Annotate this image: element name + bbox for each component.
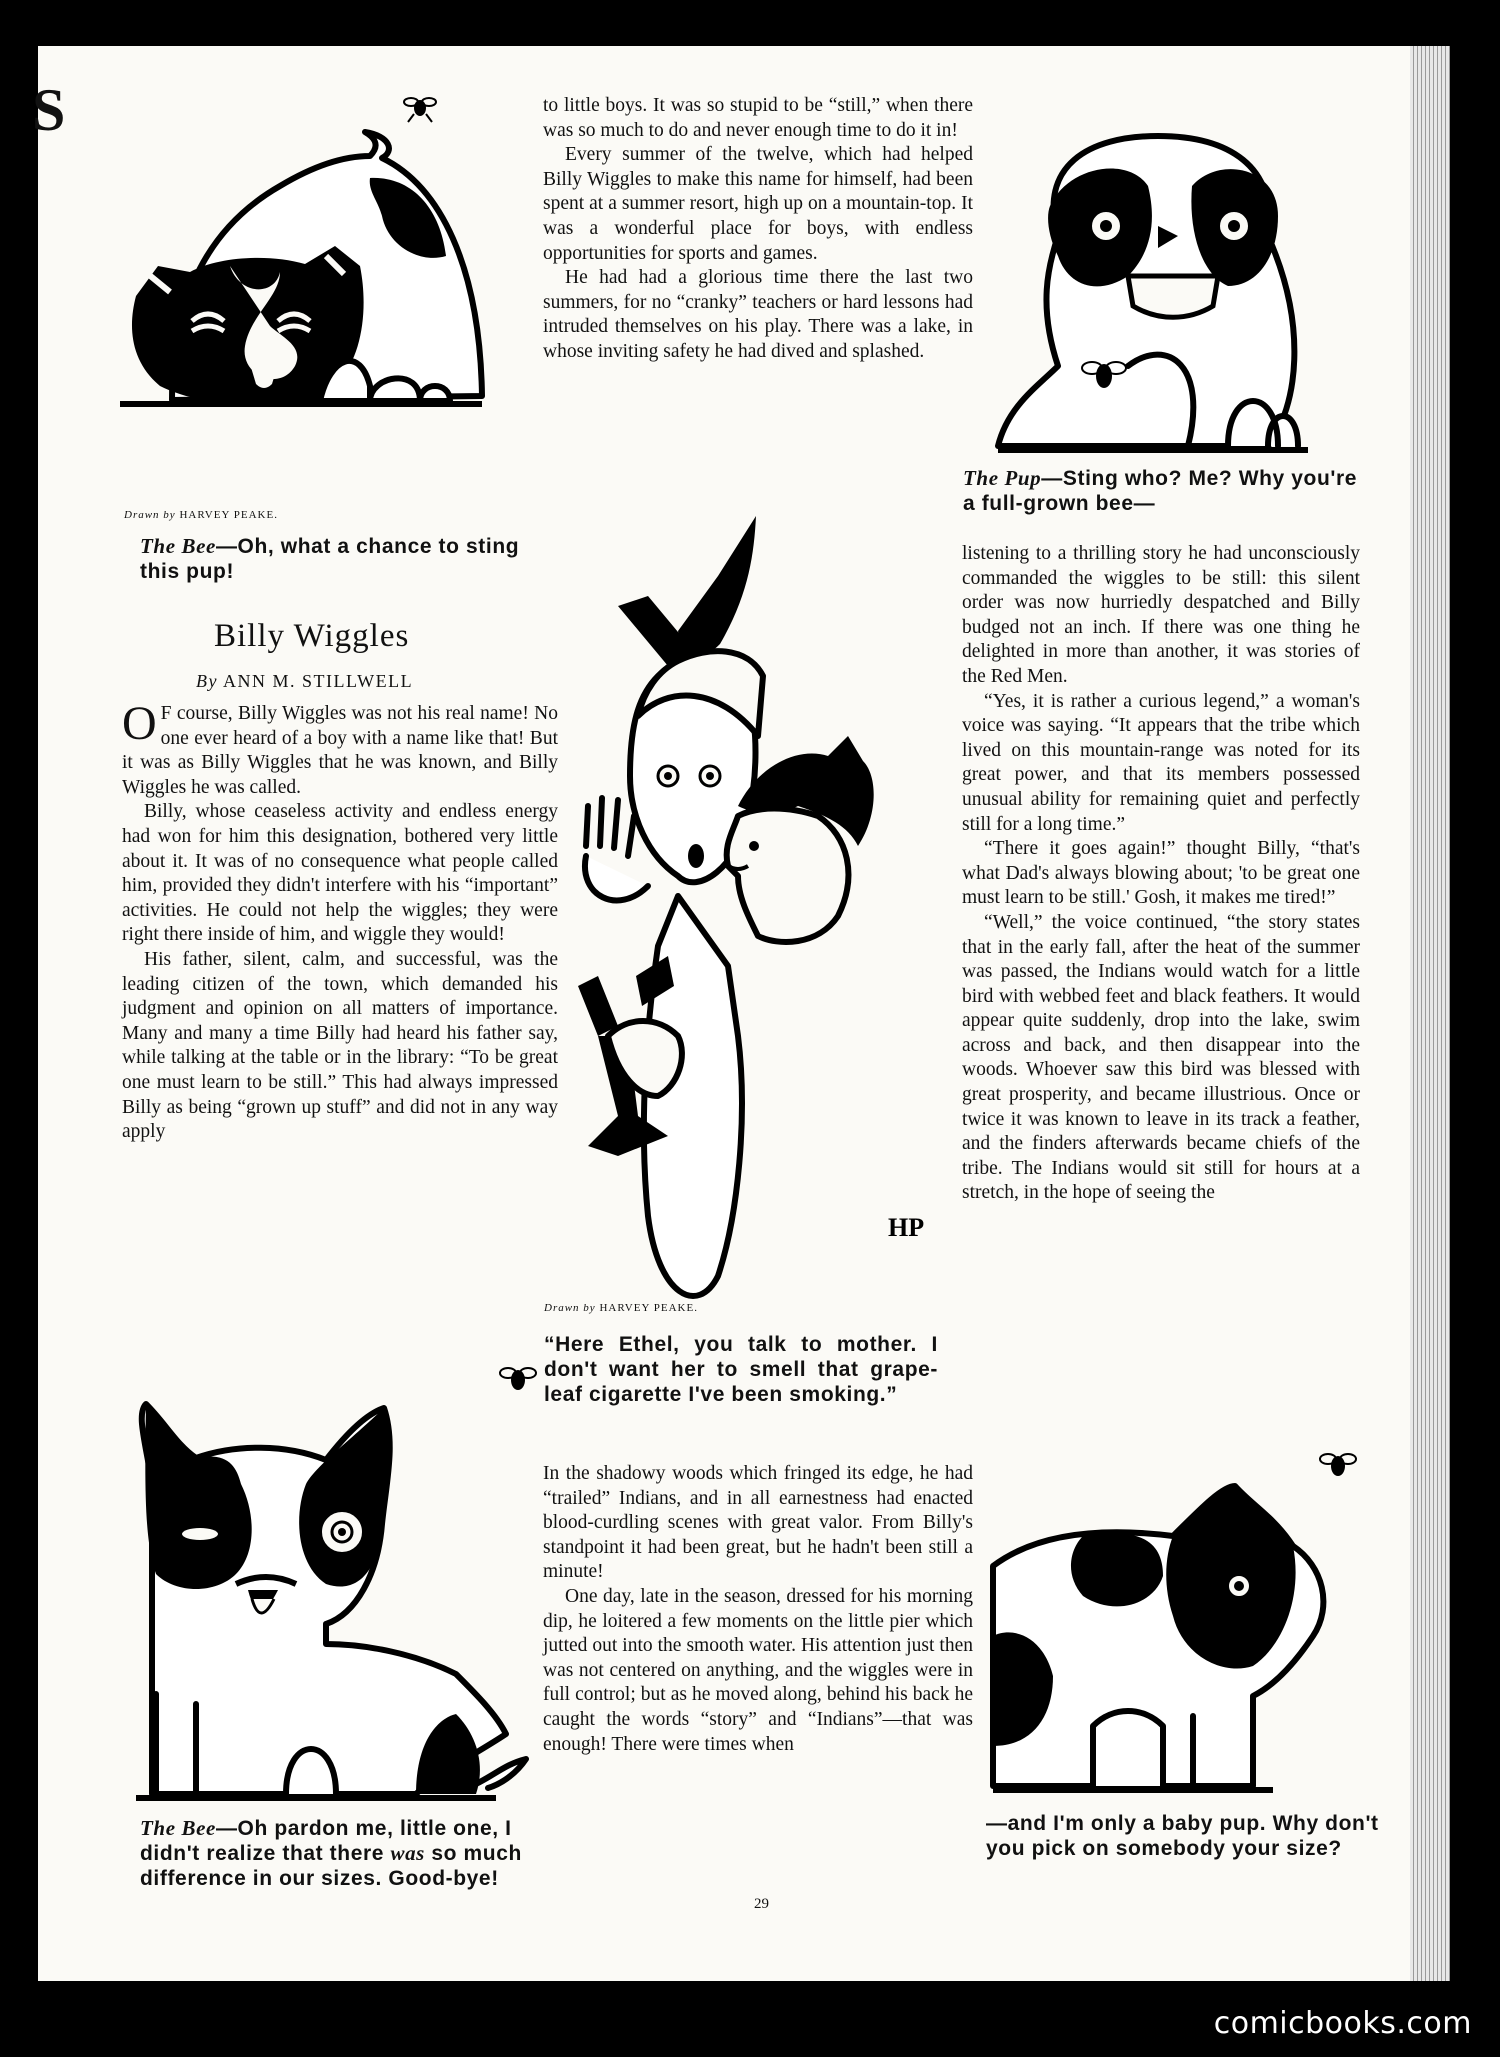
story-byline: By ANN M. STILLWELL xyxy=(196,671,414,691)
story-title: Billy Wiggles xyxy=(214,618,410,654)
story-paragraph: “Yes, it is rather a curious legend,” a woman's voice was saying. “It appears that the tribe which lived on this mountain-range was noted for its great power, and that its members possessed unusual ability for remaining quiet and perfectly still for a long time.” xyxy=(962,690,1360,835)
story-paragraph: to little boys. It was so stupid to be “still,” when there was so much to do and never enough time to do it in! xyxy=(543,95,973,141)
children-illustration-center xyxy=(558,516,978,1366)
bee-caption-top: The Bee—Oh, what a chance to sting this pup! xyxy=(140,534,520,583)
page-number: 29 xyxy=(754,1896,769,1912)
story-paragraph: listening to a thrilling story he had unconsciously commanded the wiggles to be still: this silent order was now hurriedly despatched and Billy budged not an inch. If there was one thing he delighted in more than another, it was stories of the Red Men. xyxy=(962,543,1360,687)
story-paragraph: O F course, Billy Wiggles was not his real name! No one ever heard of a boy with a name like that! But it was as Billy Wiggles that he was known, and Billy Wiggles he was called. xyxy=(122,697,558,798)
story-paragraph: In the shadowy woods which fringed its edge, he had “trailed” Indians, and in all earnestness had enacted blood-curdling scenes with great valor. From Billy's standpoint it had been great, but he hadn't been still a minute! xyxy=(543,1463,973,1583)
story-paragraph: Every summer of the twelve, which had helped Billy Wiggles to make this name for himself, had been spent at a summer resort, high up on a mountain-top. It was a wonderful place for boys, with endless opportunities for sports and games. xyxy=(543,144,973,264)
illustration-credit: Drawn by HARVEY PEAKE. xyxy=(544,1302,698,1314)
pup-caption-top: The Pup—Sting who? Me? Why you're a full-grown bee— xyxy=(963,466,1358,515)
story-paragraph: “There it goes again!” thought Billy, “that's what Dad's always blowing about; 'to be great one must learn to be still.' Gosh, it makes me tired!” xyxy=(962,838,1360,909)
story-paragraph: One day, late in the season, dressed for his morning dip, he loitered a few moments on the little pier which jutted out into the smooth water. His attention just then was not centered on anything, and the wiggles were in full control; but as he moved along, behind his back he caught the words “story” and “Indians”—that was enough! There were times when xyxy=(543,1585,973,1755)
story-paragraph: He had had a glorious time there the last two summers, for no “cranky” teachers or hard lessons had intruded themselves on his play. There was a lake, in whose inviting safety he had dived and splashed. xyxy=(543,267,973,362)
pup-illustration-bottom-right xyxy=(973,1446,1373,1846)
center-caption: “Here Ethel, you talk to mother. I don't want her to smell that grape-leaf cigarette I've been smoking.” xyxy=(544,1333,938,1406)
pup-caption-bottom: —and I'm only a baby pup. Why don't you pick on somebody your size? xyxy=(986,1812,1379,1860)
story-column-1 xyxy=(122,697,558,1145)
story-column-2-top xyxy=(543,94,973,365)
story-paragraph: His father, silent, calm, and successful, was the leading citizen of the town, which demanded his judgment and opinion on all matters of importance. Many and many a time Billy had heard his father say, while talking at the table or in the library: “To be great one must learn to be still.” This had always impressed Billy as being “grown up stuff” and did not in any way apply xyxy=(122,948,558,1143)
illustration-credit: Drawn by HARVEY PEAKE. xyxy=(124,509,278,521)
previous-page-letter: S xyxy=(32,77,66,143)
story-paragraph: “Well,” the voice continued, “the story states that in the early fall, after the heat of the summer was passed, the Indians would watch for a little bird with webbed feet and black feathers. It would appear quite suddenly, drop into the lake, swim across and back, and then disappear into the woods. Whoever saw this bird was blessed with great prosperity, and became illustrious. Once or twice it was known to leave in its track a feather, and the finders afterwards became chiefs of the tribe. The Indians would sit still for hours at a stretch, in the hope of seeing the xyxy=(962,911,1360,1204)
artist-initials: HP xyxy=(888,1213,925,1242)
watermark: comicbooks.com xyxy=(1213,2006,1472,2041)
story-paragraph: Billy, whose ceaseless activity and endless energy had won for him this designation, bothered very little about it. It was of no consequence what people called him, provided they didn't interfere with his “important” activities. He could not help the wiggles; they were right there inside of him, and wiggle they would! xyxy=(122,801,558,946)
bee-caption-bottom: The Bee—Oh pardon me, little one, I didn't realize that there was so much difference in our sizes. Good-bye! xyxy=(140,1816,522,1890)
story-column-2-bottom xyxy=(543,1462,973,1757)
pup-illustration-top-right xyxy=(978,106,1378,506)
story-column-3 xyxy=(962,542,1360,1206)
pup-illustration-top-left xyxy=(120,96,540,436)
previous-page-edge xyxy=(32,46,66,1981)
pup-illustration-bottom-left xyxy=(116,1374,556,1874)
page-stack-edge xyxy=(1410,46,1450,1981)
drop-cap: O xyxy=(122,697,157,750)
magazine-page xyxy=(32,46,1450,1981)
